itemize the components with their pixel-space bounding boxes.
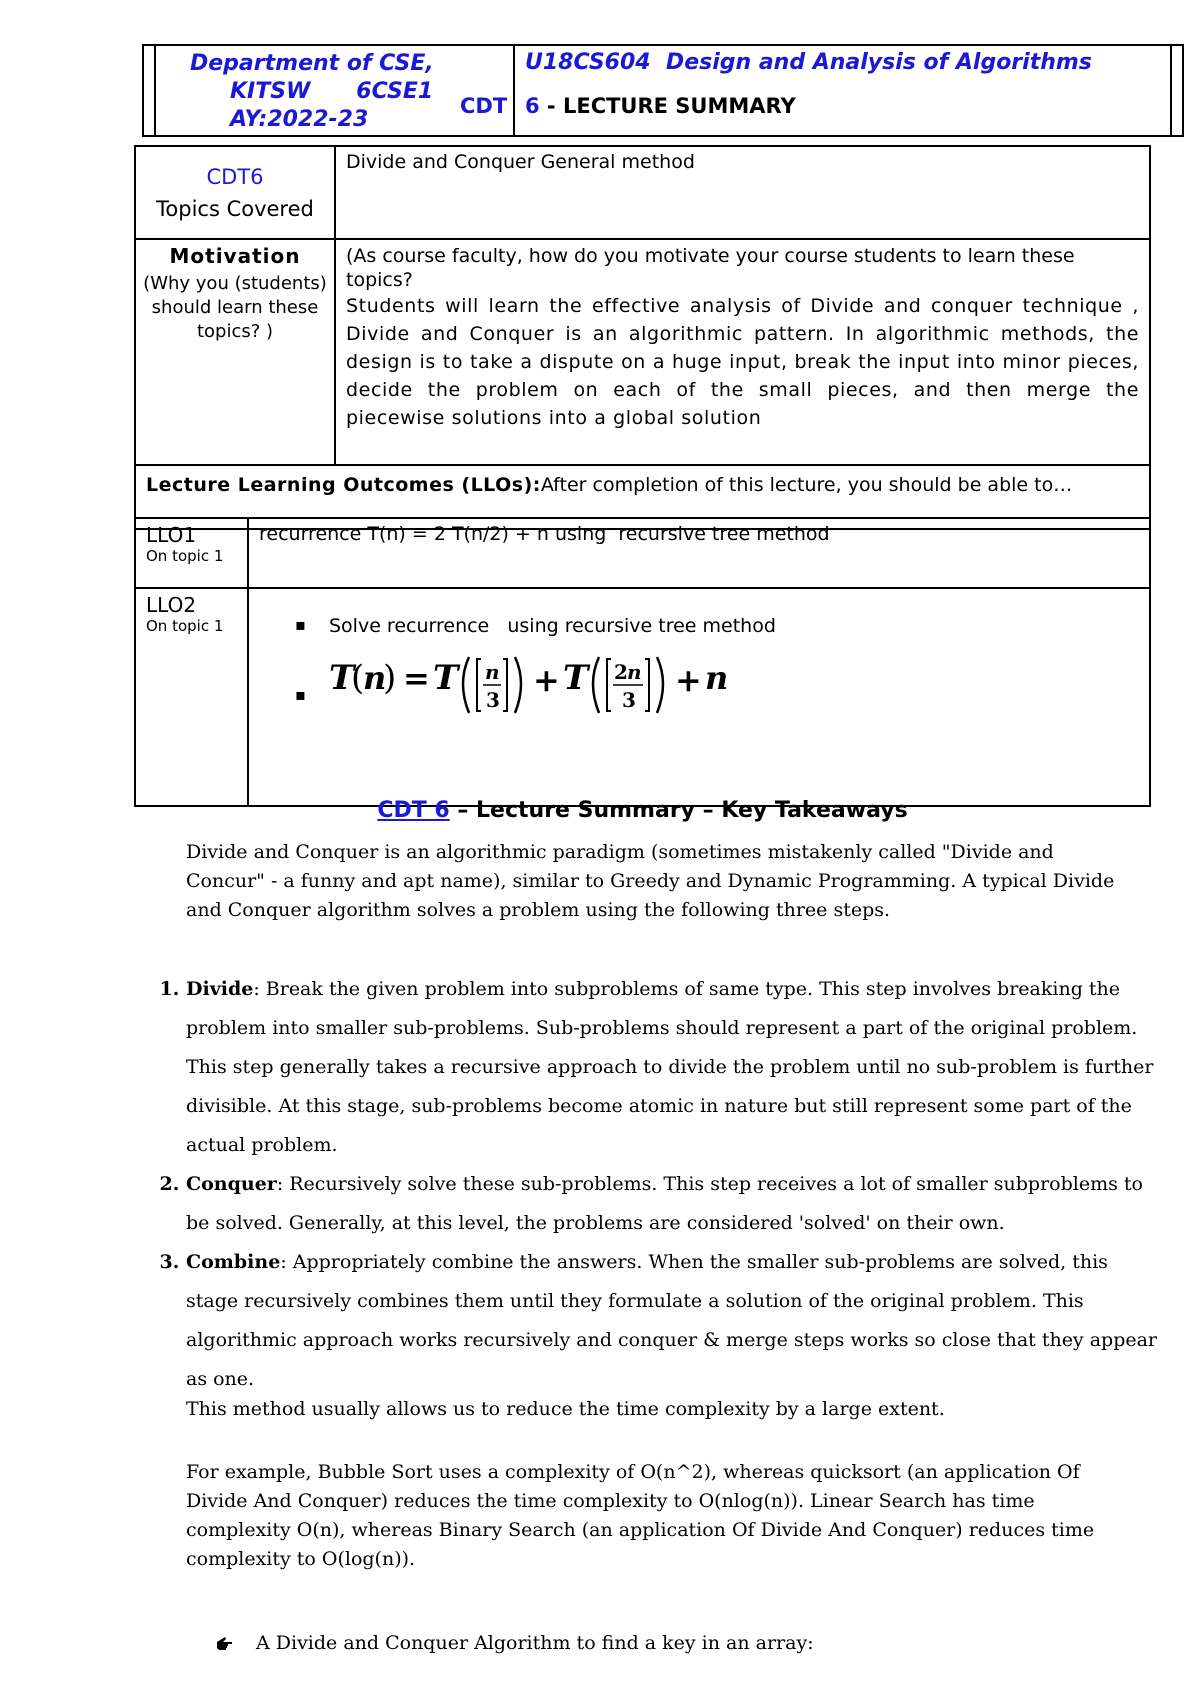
header-right-border	[1170, 44, 1184, 137]
cdt-number: 6	[525, 94, 540, 118]
svg-text:): )	[383, 658, 397, 698]
svg-text:+: +	[533, 661, 560, 699]
list-item	[186, 1243, 1166, 1399]
header-left-border	[142, 44, 156, 137]
department-name: Department of CSE,	[190, 51, 434, 76]
llo-header-bold: Lecture Learning Outcomes (LLOs):	[146, 474, 541, 496]
svg-text:3: 3	[486, 688, 500, 712]
step-text: : Recursively solve these sub-problems. This step receives a lot of smaller subproblems to be solved. Generally, at this level, the problems are considered 'solved' on their own.	[186, 1173, 1143, 1234]
step-text: : Break the given problem into subproblems of same type. This step involves breaking the problem into smaller sub-problems. Sub-problems should represent a part of the original problem. This step generally takes a recursive approach to divide the problem until no sub-problem is further divisible. At this stage, sub-problems become atomic in nature but still represent some part of the actual problem.	[186, 978, 1154, 1156]
svg-text:n: n	[705, 659, 729, 697]
summary-title-link[interactable]: CDT 6	[377, 798, 450, 823]
motivation-why: (Why you (students) should learn these topics? )	[143, 273, 327, 342]
motivation-prompt: (As course faculty, how do you motivate your course students to learn these topics?	[346, 245, 1075, 291]
svg-text:n: n	[363, 659, 387, 697]
svg-text:=: =	[403, 659, 430, 697]
llo1-topic: On topic 1	[146, 547, 224, 565]
bullet-icon: ▪	[295, 685, 306, 704]
final-bullet	[216, 1632, 814, 1654]
cdt-label: CDT	[460, 94, 508, 118]
topics-label-cell	[135, 146, 335, 239]
llo2-topic: On topic 1	[146, 617, 224, 635]
step-text: : Appropriately combine the answers. When the smaller sub-problems are solved, this stage recursively combines them until they formulate a solution of the original problem. This algorithmic approach works recursively and conquer & merge steps works so close that they appear as one.	[186, 1251, 1158, 1390]
bullet-icon: ▪	[295, 615, 306, 634]
steps-list	[146, 970, 1166, 1399]
step-name: Conquer	[186, 1173, 277, 1195]
summary-intro: Divide and Conquer is an algorithmic paradigm (sometimes mistakenly called "Divide and Concur" - a funny and apt name), similar to Greedy and Dynamic Programming. A typical Divide and Conquer algorithm solves a problem using the following three steps.	[186, 841, 1115, 921]
svg-text:+: +	[675, 661, 702, 699]
topic-cdt: CDT6	[206, 165, 264, 189]
llo-table	[134, 517, 1151, 807]
motivation-title: Motivation	[169, 244, 301, 268]
llo1-id: LLO1	[146, 523, 197, 547]
lecture-summary-heading	[525, 94, 796, 118]
list-item	[259, 615, 1139, 637]
svg-text:T: T	[433, 658, 459, 698]
header-divider	[513, 44, 515, 137]
list-item	[186, 1165, 1166, 1243]
lecture-info-table	[134, 145, 1151, 530]
llo-header-text: After completion of this lecture, you should be able to…	[540, 474, 1073, 496]
llo2-id: LLO2	[146, 593, 197, 617]
recurrence-formula-image	[329, 645, 759, 725]
llo2-list	[259, 615, 1139, 637]
svg-text:T: T	[563, 658, 589, 698]
llo2-cell	[248, 588, 1150, 806]
step-name: Combine	[186, 1251, 281, 1273]
summary-example: For example, Bubble Sort uses a complexity of O(n^2), whereas quicksort (an application Of Divide And Conquer) reduces the time complexity to O(nlog(n)). Linear Search has time complexity O(n), whereas Binary Search (an application Of Divide And Conquer) reduces time complexity to O(log(n)).	[186, 1461, 1095, 1570]
motivation-text-cell	[335, 239, 1150, 465]
motivation-label-cell	[135, 239, 335, 465]
summary-title-text: – Lecture Summary – Key Takeaways	[449, 798, 908, 823]
department-block	[160, 50, 510, 134]
step-name: Divide	[186, 978, 254, 1000]
llo2-label-cell	[135, 588, 248, 806]
svg-text:n: n	[627, 660, 642, 684]
motivation-text: Students will learn the effective analysis of Divide and conquer technique , Divide and Conquer is an algorithmic pattern. In algorithmic methods, the design is to take a dispute on a huge input, break the input into minor pieces, decide the problem on each of the small pieces, and then merge the piecewise solutions into a global solution	[346, 295, 1139, 429]
svg-text:(: (	[351, 658, 365, 698]
topics-value: Divide and Conquer General method	[335, 146, 1150, 239]
summary-after-steps: This method usually allows us to reduce the time complexity by a large extent.	[186, 1398, 945, 1420]
list-item	[186, 970, 1166, 1165]
pointing-hand-icon	[216, 1636, 234, 1652]
recurrence-formula	[259, 645, 1139, 735]
svg-text:2: 2	[614, 660, 628, 684]
topics-covered-label: Topics Covered	[156, 197, 314, 221]
final-bullet-text: A Divide and Conquer Algorithm to find a key in an array:	[256, 1632, 814, 1654]
academic-year: AY:2022-23	[230, 107, 369, 132]
llo2-text: Solve recurrence using recursive tree method	[329, 615, 776, 637]
lecture-summary-label: - LECTURE SUMMARY	[539, 94, 796, 118]
summary-title	[0, 798, 1200, 823]
svg-text:T: T	[329, 658, 355, 698]
course-title: U18CS604 Design and Analysis of Algorithms	[525, 50, 1092, 75]
llo1-label-cell	[135, 518, 248, 588]
llo1-text: recurrence T(n) = 2 T(n/2) + n using recursive tree method	[248, 518, 1150, 588]
svg-text:3: 3	[622, 688, 636, 712]
institute-class: KITSW 6CSE1	[230, 79, 434, 104]
svg-text:n: n	[485, 660, 500, 684]
